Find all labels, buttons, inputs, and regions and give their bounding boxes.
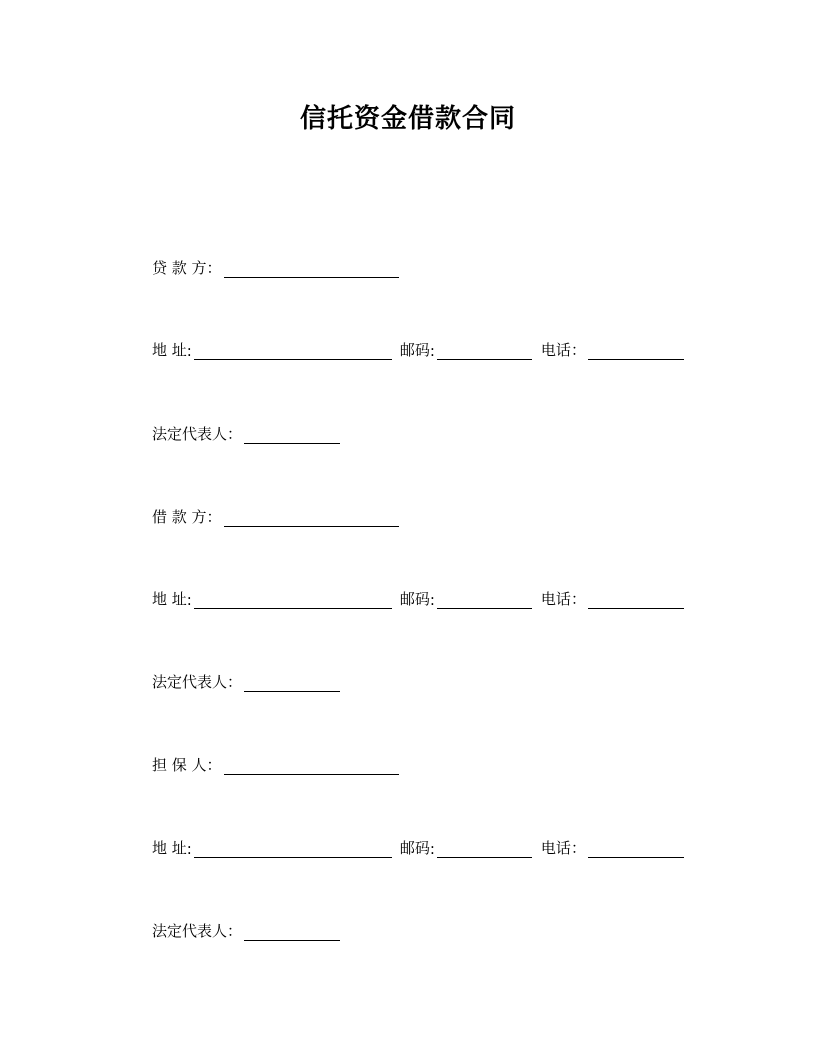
document-title: 信托资金借款合同 — [299, 104, 516, 134]
borrower-legal-rep-row — [152, 668, 340, 692]
colon: ： — [206, 508, 222, 526]
borrower-name-label: 借 款 方 — [152, 508, 207, 526]
borrower-legal-rep-label: 法定代表人 — [152, 673, 228, 691]
lender-name-label: 贷 款 方 — [152, 259, 207, 277]
guarantor-address-label: 地 址 — [152, 839, 187, 857]
borrower-phone-label: 电话 — [540, 590, 571, 608]
guarantor-phone-blank[interactable] — [588, 839, 684, 858]
colon: ： — [570, 341, 586, 359]
lender-address-blank[interactable] — [194, 341, 392, 360]
borrower-name-row — [152, 503, 399, 527]
borrower-legal-rep-blank[interactable] — [244, 673, 340, 692]
lender-legal-rep-row — [152, 420, 340, 444]
borrower-address-blank[interactable] — [194, 590, 392, 609]
borrower-postcode-blank[interactable] — [437, 590, 532, 609]
guarantor-phone-label: 电话 — [540, 839, 571, 857]
borrower-name-blank[interactable] — [224, 508, 399, 527]
lender-address-row — [152, 336, 684, 360]
lender-postcode-label: 邮码 — [399, 341, 430, 359]
lender-phone-label: 电话 — [540, 341, 571, 359]
guarantor-legal-rep-blank[interactable] — [244, 922, 340, 941]
borrower-address-label: 地 址 — [152, 590, 187, 608]
colon: : — [429, 591, 435, 609]
guarantor-address-blank[interactable] — [194, 839, 392, 858]
borrower-address-row — [152, 585, 684, 609]
lender-name-blank[interactable] — [224, 259, 399, 278]
colon: ： — [206, 756, 222, 774]
lender-postcode-blank[interactable] — [437, 341, 532, 360]
guarantor-name-label: 担 保 人 — [152, 756, 207, 774]
colon: : — [186, 342, 192, 360]
colon: : — [186, 840, 192, 858]
colon: : — [429, 840, 435, 858]
guarantor-postcode-blank[interactable] — [437, 839, 532, 858]
colon: : — [429, 342, 435, 360]
colon: ： — [227, 922, 243, 940]
colon: ： — [206, 259, 222, 277]
lender-name-row — [152, 254, 399, 278]
colon: ： — [570, 590, 586, 608]
lender-legal-rep-blank[interactable] — [244, 425, 340, 444]
colon: ： — [227, 673, 243, 691]
colon: ： — [227, 425, 243, 443]
guarantor-name-row — [152, 751, 399, 775]
guarantor-address-row — [152, 834, 684, 858]
borrower-phone-blank[interactable] — [588, 590, 684, 609]
lender-phone-blank[interactable] — [588, 341, 684, 360]
lender-legal-rep-label: 法定代表人 — [152, 425, 228, 443]
guarantor-postcode-label: 邮码 — [399, 839, 430, 857]
guarantor-name-blank[interactable] — [224, 756, 399, 775]
lender-address-label: 地 址 — [152, 341, 187, 359]
colon: ： — [570, 839, 586, 857]
guarantor-legal-rep-label: 法定代表人 — [152, 922, 228, 940]
guarantor-legal-rep-row — [152, 917, 340, 941]
borrower-postcode-label: 邮码 — [399, 590, 430, 608]
colon: : — [186, 591, 192, 609]
